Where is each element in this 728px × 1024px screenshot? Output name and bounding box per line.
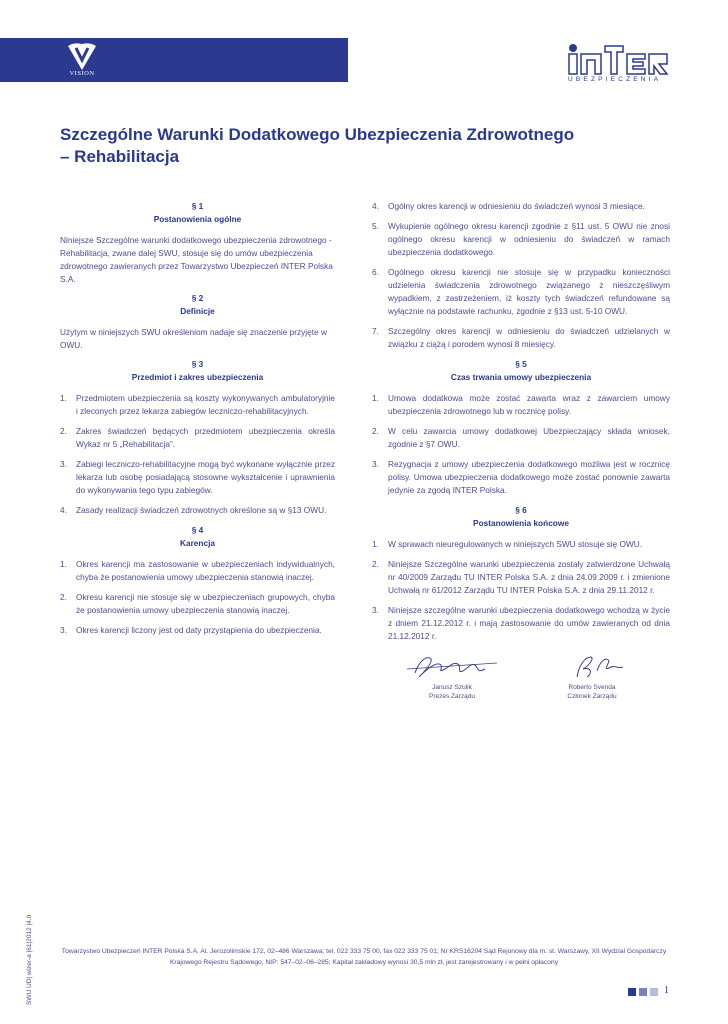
section-3-list [60,392,335,517]
left-column [60,200,335,644]
signature-block-member [522,651,662,701]
list-item [372,458,670,497]
item-text: Szczególny okres karencji w odniesieniu do świadczeń udzielanych w związku z ciążą i porodem wynosi 8 miesięcy. [388,326,670,349]
list-item [60,504,335,517]
item-text: Przedmiotem ubezpieczenia są koszty wykonywanych ambulatoryjnie i zleconych przez lekarza zabiegów leczniczo-rehabilitacyjnych. [76,393,335,416]
item-text: Wykupienie ogólnego okresu karencji zgodnie z §11 ust. 5 OWU nie znosi ogólnego okresu karencji w odniesieniu do świadczeń w ramach ubezpieczenia dodatkowego. [388,221,670,257]
item-text: Zakres świadczeń będących przedmiotem ubezpieczenia określa Wykaz nr 5 „Rehabilitacja”. [76,426,335,449]
section-symbol: § 1 [191,201,204,211]
item-text: Okres karencji ma zastosowanie w ubezpieczeniach indywidualnych, chyba że postanowienia umowy ubezpieczenia stanowią inaczej. [76,559,335,582]
section-name: Postanowienia końcowe [473,518,569,528]
item-number: 5. [372,221,379,231]
list-item [60,392,335,418]
item-number: 1. [60,393,67,403]
list-item [60,458,335,497]
list-item [60,558,335,584]
section-2-text: Użytym w niniejszych SWU określeniom nadaje się znaczenie przyjęte w OWU. [60,327,327,350]
signatures [372,651,670,721]
item-text: Zasady realizacji świadczeń zdrowotnych określone są w §13 OWU. [76,505,327,515]
section-symbol: § 3 [191,359,204,369]
section-1-heading [60,200,335,226]
title-line-1: Szczególne Warunki Dodatkowego Ubezpieczenia Zdrowotnego [60,125,575,144]
item-text: Niniejsze szczególne warunki ubezpieczenia dodatkowego wchodzą w życie z dniem 21.12.2012 r. i mają zastosowanie do umów zawieranych od dnia 21.12.2012 r. [388,605,670,641]
item-text: Niniejsze Szczególne warunki ubezpieczenia zostały zatwierdzone Uchwałą nr 40/2009 Zarządu TU INTER Polska S.A. z dnia 24.09.2009 r. i zmienione Uchwałą nr 61/2012 Zarządu TU INTER Polska S.A. z dnia 29.11.2012 r. [388,559,670,595]
signatory-role: Prezes Zarządu [429,693,475,700]
list-item [372,220,670,259]
list-item [60,624,335,637]
item-text: Rezygnacja z umowy ubezpieczenia dodatkowego możliwa jest w rocznicę polisy. Umowa ubezpieczenia dodatkowego może zostać ponownie zawarta jedynie za zgodą INTER Polska. [388,459,670,495]
item-number: 4. [372,201,379,211]
item-number: 7. [372,326,379,336]
section-name: Postanowienia ogólne [153,214,242,224]
item-text: Ogólny okres karencji w odniesieniu do świadczeń wynosi 3 miesiące. [388,201,645,211]
item-number: 2. [372,559,379,569]
inter-logo-icon [567,42,669,76]
list-item [60,425,335,451]
list-item [60,591,335,617]
list-item [372,604,670,643]
document-code: SWU UD| wizer-a |61|2012 |4.0 [26,914,33,1005]
item-number: 2. [60,592,67,602]
footer-line-1: Towarzystwo Ubezpieczeń INTER Polska S.A. Al. Jerozolimskie 172, 02–486 Warszawa; tel. 022 333 75 00, fax 022 333 75 01; Nr KRS16204 Sąd Rejonowy dla m. st. Warszawy, XII Wydział Gospodarczy [61,948,667,955]
section-symbol: § 5 [515,359,527,369]
document-title [60,124,660,168]
square-icon [650,988,658,996]
signature-block-president [382,651,522,701]
section-symbol: § 4 [191,525,204,535]
item-number: 6. [372,267,379,277]
list-item [372,392,670,418]
section-symbol: § 6 [515,505,527,515]
signatory-name: Roberto Svenda [568,684,616,691]
vision-logo-text: VISION [69,70,95,77]
section-2-heading [60,292,335,318]
square-icon [639,988,647,996]
section-5-list [372,392,670,497]
item-text: Okres karencji liczony jest od daty przystąpienia do ubezpieczenia. [76,625,322,635]
item-number: 3. [372,605,379,615]
item-number: 1. [60,559,67,569]
list-item [372,200,670,213]
page-decoration [628,988,658,996]
signature-szulik-icon [397,651,507,681]
signatory-name: Janusz Szulik [432,684,472,691]
section-4-heading [60,524,335,550]
section-3-heading [60,358,335,384]
section-5-heading [372,358,670,384]
section-4-list [60,558,335,637]
list-item [372,266,670,318]
item-text: Ogólnego okresu karencji nie stosuje się w przypadku konieczności udzielenia świadczenia zdrowotnego związanego z nieszczęśliwym wypadkiem, z zastrzeżeniem, iż koszty tych świadczeń refundowane są wyłącznie na podstawie rachunku, zgodnie z §13 ust. 5-10 OWU. [388,267,670,316]
item-number: 3. [60,459,67,469]
section-name: Czas trwania umowy ubezpieczenia [450,372,592,382]
signature-svenda-icon [537,651,647,681]
item-text: Zabiegi leczniczo-rehabilitacyjne mogą być wykonane wyłącznie przez lekarza lub osobę posiadającą stosowne wykształcenie i uprawnienia do wykonywania tego typu zabiegów. [76,459,335,495]
list-item [372,325,670,351]
title-line-2: – Rehabilitacja [60,147,180,166]
page-number: 1 [664,985,669,996]
footer [40,946,688,968]
section-name: Definicje [180,306,215,316]
item-number: 1. [372,539,379,549]
list-item [372,558,670,597]
header-bar [0,38,348,82]
inter-logo-subtitle: UBEZPIECZENIA [568,76,662,83]
signatory-role: Członek Zarządu [567,693,617,700]
list-item [372,538,670,551]
footer-line-2: Krajowego Rejestru Sądowego; NIP: 547–02–06–285; Kapitał zakładowy wynosi 30,5 mln zł, jest zarejestrowany i w pełni opłacony [169,959,559,966]
item-text: W celu zawarcia umowy dodatkowej Ubezpieczający składa wniosek, zgodnie z §7 OWU. [388,426,670,449]
item-text: W sprawach nieuregulowanych w niniejszych SWU stosuje się OWU. [388,539,643,549]
item-number: 4. [60,505,67,515]
section-6-heading [372,504,670,530]
section-4-continued-list [372,200,670,351]
item-number: 2. [372,426,379,436]
list-item [372,425,670,451]
item-number: 2. [60,426,67,436]
section-1-text: Niniejsze Szczególne warunki dodatkowego ubezpieczenia zdrowotnego - Rehabilitacja, zwane dalej SWU, stosuje się do umów ubezpieczenia zdrowotnego zawieranych przez Towarzystwo Ubezpieczeń INTER Polska S.A. [60,235,333,284]
square-icon [628,988,636,996]
item-number: 1. [372,393,379,403]
item-number: 3. [372,459,379,469]
right-column [372,200,670,721]
section-symbol: § 2 [191,293,204,303]
item-text: Okresu karencji nie stosuje się w ubezpieczeniach grupowych, chyba że postanowienia umowy ubezpieczenia stanowią inaczej. [76,592,335,615]
section-name: Przedmiot i zakres ubezpieczenia [131,372,264,382]
section-name: Karencja [179,538,216,548]
item-text: Umowa dodatkowa może zostać zawarta wraz z zawarciem umowy ubezpieczenia zdrowotnego lub w rocznicę polisy. [388,393,670,416]
section-6-list [372,538,670,643]
item-number: 3. [60,625,67,635]
